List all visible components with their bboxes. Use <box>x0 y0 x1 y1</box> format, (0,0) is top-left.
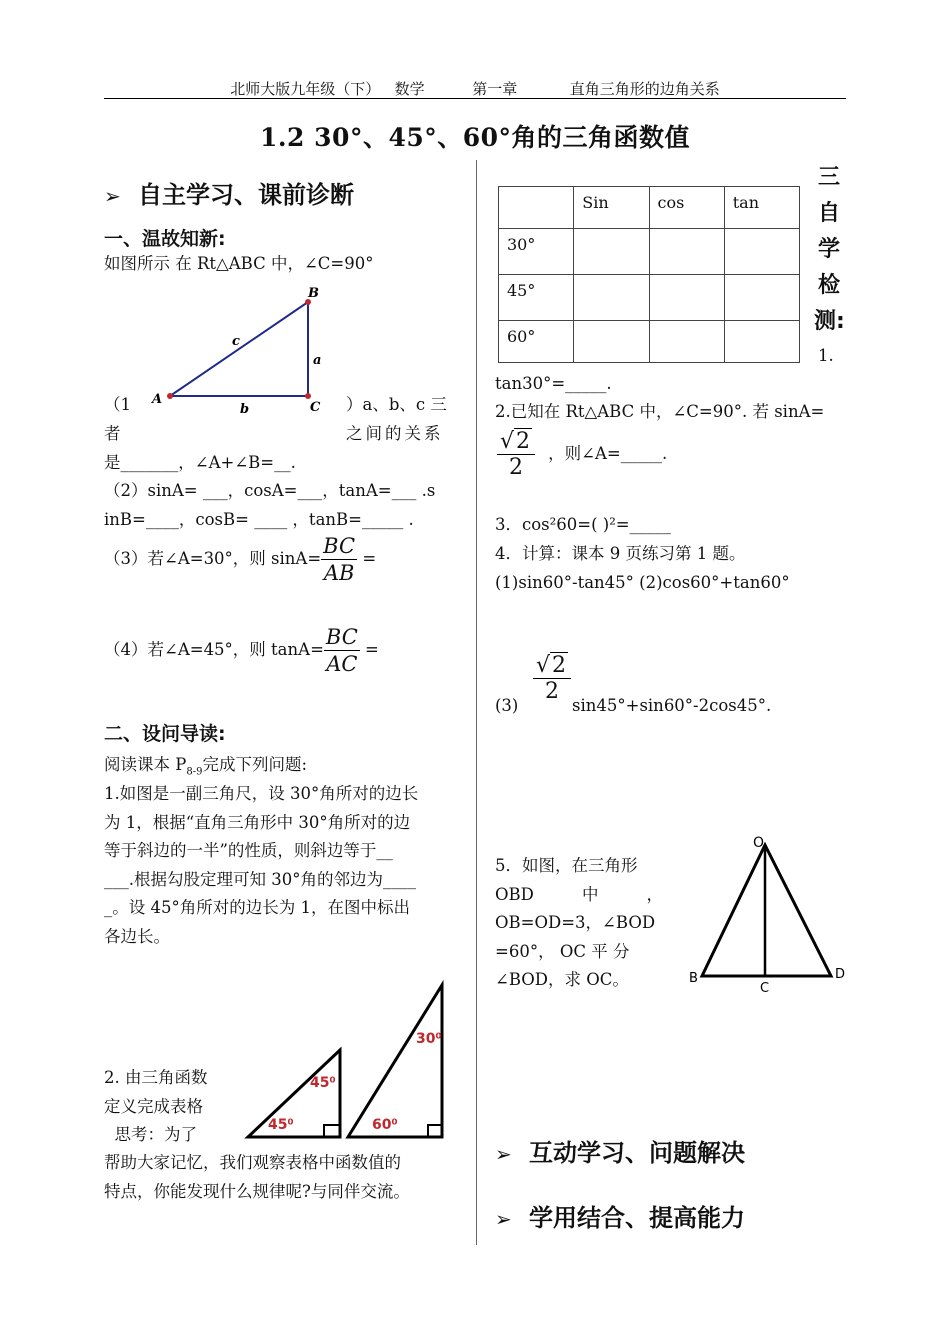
self-test-q3: 3．cos²60=( )²=_____ <box>495 515 671 534</box>
self-test-q1-number: 1. <box>818 346 834 365</box>
table-row <box>499 275 800 321</box>
label-side-a: a <box>313 353 322 368</box>
label-c-vertex: C <box>310 400 321 415</box>
angle-label-45-bottom: 45⁰ <box>268 1117 294 1133</box>
section-heading-2: ➢ 互动学习、问题解决 <box>495 1139 745 1167</box>
table-cell[interactable] <box>574 321 649 363</box>
triangle-obd-figure <box>685 830 850 1000</box>
side-c <box>170 302 308 396</box>
self-test-q4-parts: (1)sin60°-tan45° (2)cos60°+tan60° <box>495 573 790 592</box>
self-test-q2-fraction: $\frac{√2}{2}$ ，则∠A=_____. <box>497 428 667 480</box>
header-rule <box>104 98 846 99</box>
triangle-45 <box>248 1050 340 1137</box>
page-header: 北师大版九年级（下） 数学 第一章 直角三角形的边角关系 <box>230 80 720 98</box>
fraction-sqrt2-over-2: $\frac{√2}{2}$ <box>533 652 571 704</box>
guide-problem-1: 1.如图是一副三角尺，设 30°角所对的边长 为 1，根据“直角三角形中 30°角所对的边 等于斜边的一半”的性质，则斜边等于__ ___.根据勾股定理可知 30°角的邻边为____ _。设 45°角所对的边长为 1，在图中标出 各边长。 <box>104 784 419 946</box>
self-test-q4-3-fraction <box>533 652 571 704</box>
label-o: O <box>753 835 765 851</box>
table-row-label: 45° <box>499 275 574 321</box>
q4-line: （4）若∠A=45°，则 tanA= $\frac{BC}{AC}$ = <box>104 625 379 676</box>
angle-label-45-top: 45⁰ <box>310 1075 336 1091</box>
table-row <box>499 229 800 275</box>
q3-line: （3）若∠A=30°，则 sinA= $\frac{BC}{AB}$ = <box>104 534 377 585</box>
table-cell[interactable] <box>649 229 724 275</box>
table-cell[interactable] <box>649 321 724 363</box>
q1-part-b: ）a、b、c 三 <box>346 395 447 414</box>
arrow-icon: ➢ <box>495 1142 512 1166</box>
fraction-bc-ab: $\frac{BC}{AB}$ <box>323 534 356 585</box>
self-test-q2-line-1: 2.已知在 Rt△ABC 中，∠C=90°. 若 sinA= <box>495 402 825 421</box>
self-test-q1: tan30°=_____. <box>495 374 612 393</box>
label-a-vertex: A <box>152 392 163 407</box>
table-header-row <box>499 187 800 229</box>
table-cell[interactable] <box>724 321 799 363</box>
table-row-label: 60° <box>499 321 574 363</box>
point-c <box>305 393 311 399</box>
table-row <box>499 321 800 363</box>
table-header-cos: cos <box>649 187 724 229</box>
label-side-c: c <box>232 334 240 349</box>
self-test-q4-3-expr: sin45°+sin60°-2cos45°. <box>572 696 772 715</box>
triangle-abc-figure <box>140 280 350 420</box>
table-cell[interactable] <box>574 229 649 275</box>
guide-problem-2-think: 帮助大家记忆，我们观察表格中函数值的 特点，你能发现什么规律呢?与同伴交流。 <box>104 1153 410 1201</box>
self-test-vertical-label: 三 自 学 检 测: <box>814 165 845 334</box>
table-cell[interactable] <box>724 275 799 321</box>
arrow-icon: ➢ <box>495 1207 512 1231</box>
label-b-vertex: B <box>308 286 319 301</box>
section-heading-3: ➢ 学用结合、提高能力 <box>495 1204 745 1232</box>
table-cell[interactable] <box>649 275 724 321</box>
arrow-icon: ➢ <box>104 184 121 208</box>
table-cell[interactable] <box>574 275 649 321</box>
set-squares-figure <box>240 975 455 1145</box>
trig-value-table <box>498 186 800 363</box>
table-cell[interactable] <box>724 229 799 275</box>
angle-label-60: 60⁰ <box>372 1117 398 1133</box>
table-header-sin: Sin <box>574 187 649 229</box>
guide-read: 阅读课本 $P_{8-9}$完成下列问题: <box>104 755 308 778</box>
triangle-obd <box>702 845 831 976</box>
self-test-q4: 4．计算：课本 9 页练习第 1 题。 <box>495 544 746 563</box>
fraction-bc-ac: $\frac{BC}{AC}$ <box>325 625 358 676</box>
label-c: C <box>760 981 770 996</box>
q1-part-e: 是_______，∠A+∠B=__. <box>104 453 296 472</box>
q1-part-d: 之间的关系 <box>346 424 444 443</box>
angle-label-30: 30⁰ <box>416 1031 442 1047</box>
label-side-b: b <box>240 402 250 417</box>
self-test-q5: 5．如图，在三角形 OBD 中 ， OB=OD=3，∠BOD =60°， OC 平 分 ∠BOD，求 OC。 <box>495 856 663 989</box>
triangle-30-60 <box>348 985 442 1137</box>
page-title: 1.2 30°、45°、60°角的三角函数值 <box>259 123 691 152</box>
point-a <box>167 393 173 399</box>
review-intro: 如图所示 在 Rt△ABC 中，∠C=90° <box>104 254 374 273</box>
table-cell <box>499 187 574 229</box>
table-header-tan: tan <box>724 187 799 229</box>
guide-heading: 二、设问导读: <box>104 723 226 745</box>
guide-problem-2: 2. 由三角函数 定义完成表格 思考：为了 <box>104 1068 208 1144</box>
label-d: D <box>835 967 846 982</box>
column-divider <box>476 160 477 1245</box>
self-test-q4-3-label: (3) <box>495 696 519 715</box>
q2-line-2: inB=____，cosB= ____ ，tanB=_____ . <box>104 510 414 529</box>
q2-line-1: （2）sinA= ___，cosA=___，tanA=___ .s <box>104 481 436 500</box>
label-b: B <box>689 971 698 986</box>
table-row-label: 30° <box>499 229 574 275</box>
q1-part-c: 者 <box>104 424 121 443</box>
section-heading-1: ➢ 自主学习、课前诊断 <box>104 181 354 209</box>
review-heading: 一、温故知新: <box>104 228 226 250</box>
q1-part-a: （1 <box>104 395 131 414</box>
fraction-sqrt2-over-2: $\frac{√2}{2}$ <box>497 428 535 480</box>
